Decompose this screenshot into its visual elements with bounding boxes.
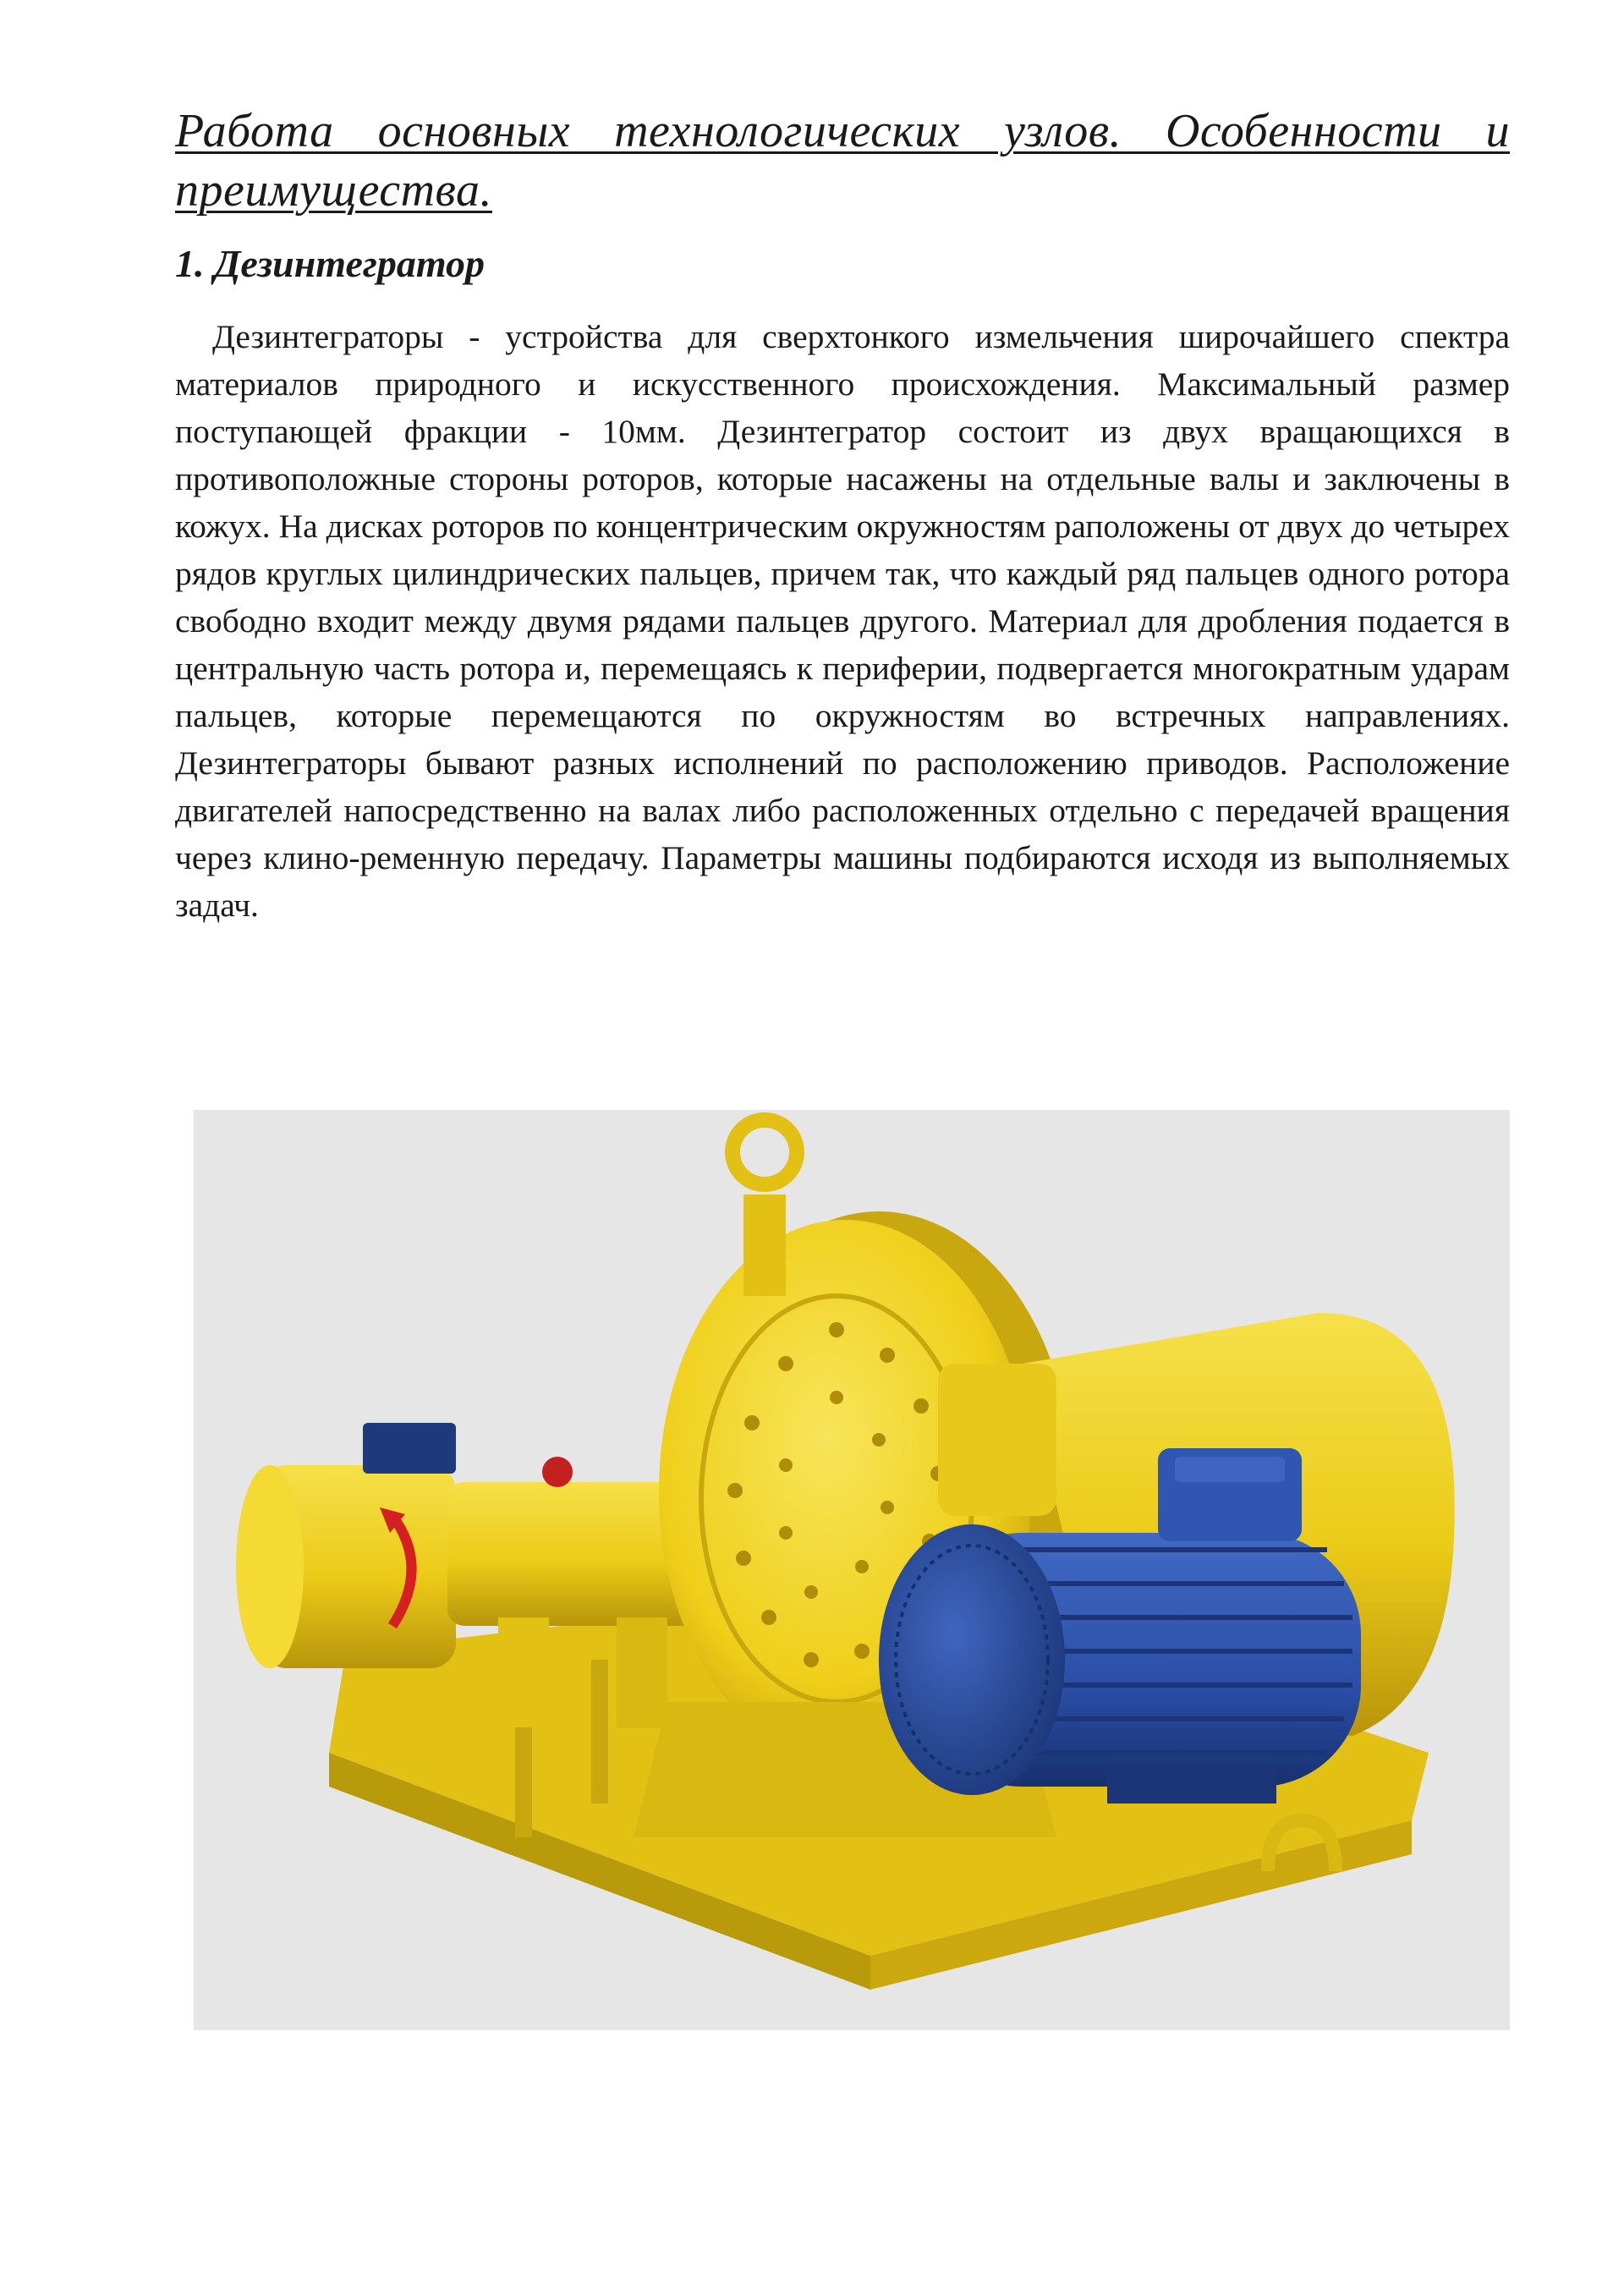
disintegrator-illustration	[194, 1110, 1510, 2030]
document-title: Работа основных технологических узлов. Особенности и преимущества.	[175, 105, 1510, 217]
left-motor-housing	[236, 1423, 456, 1668]
section-heading: 1. Дезинтегратор	[175, 242, 486, 285]
section-paragraph: Дезинтеграторы - устройства для сверхтонкого измельчения широчайшего спектра материалов природного и искусственного происхождения. Максимальный размер поступающей фракции - 10мм. Дезинтегратор состоит из двух вращающихся в противоположные стороны роторов, которые насажены на отдельные валы и заключены в кожух. На дисках роторов по концентрическим окружностям раположены от двух до четырех рядов круглых цилиндрических пальцев, причем так, что каждый ряд пальцев одного ротора свободно входит между двумя рядами пальцев другого. Материал для дробления подается в центральную часть ротора и, перемещаясь к периферии, подвергается многократным ударам пальцев, которые перемещаются по окружностям во встречных направлениях. Дезинтеграторы бывают разных исполнений по расположению приводов. Расположение двигателей напосредственно на валах либо расположенных отдельно с передачей вращения через клино-ременную передачу. Параметры машины подбираются исходя из выполняемых задач.	[175, 318, 1510, 924]
disintegrator-photo	[194, 1110, 1510, 2030]
document-page	[175, 102, 1510, 929]
